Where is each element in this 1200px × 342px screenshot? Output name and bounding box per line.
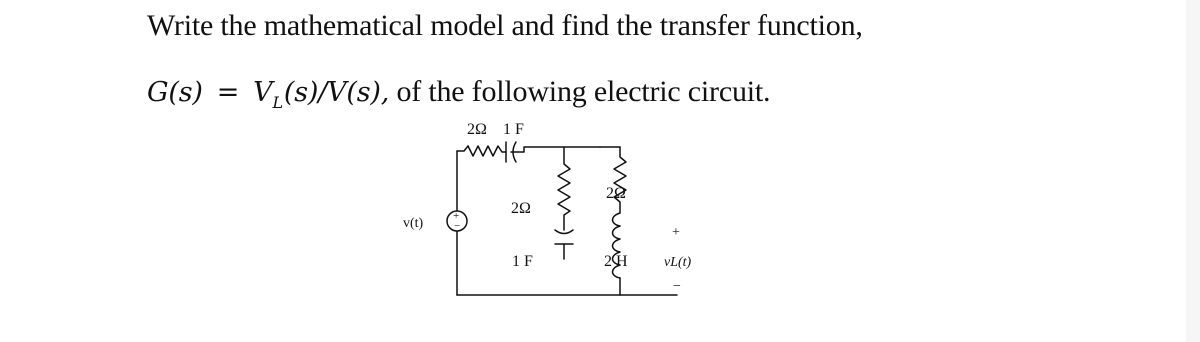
top-capacitor-label: 1 F xyxy=(503,121,524,138)
output-voltage-subscript: L xyxy=(272,93,283,112)
voltage-source-plus: + xyxy=(453,210,460,222)
output-plus-sign: + xyxy=(672,225,680,240)
problem-line-1: Write the mathematical model and find the transfer function, xyxy=(147,9,863,42)
mid-resistor xyxy=(558,147,570,230)
mid-resistor-label: 2Ω xyxy=(511,200,531,217)
top-resistor-label: 2Ω xyxy=(467,121,487,138)
top-right-wire xyxy=(511,147,600,152)
voltage-ratio-argument: (s)/V(s), xyxy=(283,77,390,108)
right-resistor-label: 2Ω xyxy=(606,185,626,202)
top-left-wire xyxy=(457,146,468,151)
transfer-function-symbol: G(s) xyxy=(147,77,203,108)
top-resistor xyxy=(468,146,506,156)
problem-line-2-text: of the following electric circuit. xyxy=(396,75,771,108)
problem-line-2 xyxy=(147,72,770,116)
output-minus-sign: − xyxy=(673,279,681,294)
equals-sign: = xyxy=(216,77,240,108)
voltage-source-minus: − xyxy=(454,220,461,232)
inductor-label: 2 H xyxy=(604,253,628,270)
voltage-source-label: v(t) xyxy=(403,216,424,231)
page-right-edge xyxy=(1186,0,1200,342)
output-voltage-symbol: V xyxy=(253,77,273,108)
right-resistor xyxy=(614,147,626,213)
circuit-diagram xyxy=(380,112,740,307)
mid-capacitor-label: 1 F xyxy=(512,253,533,270)
output-voltage-label: vL(t) xyxy=(664,255,692,270)
